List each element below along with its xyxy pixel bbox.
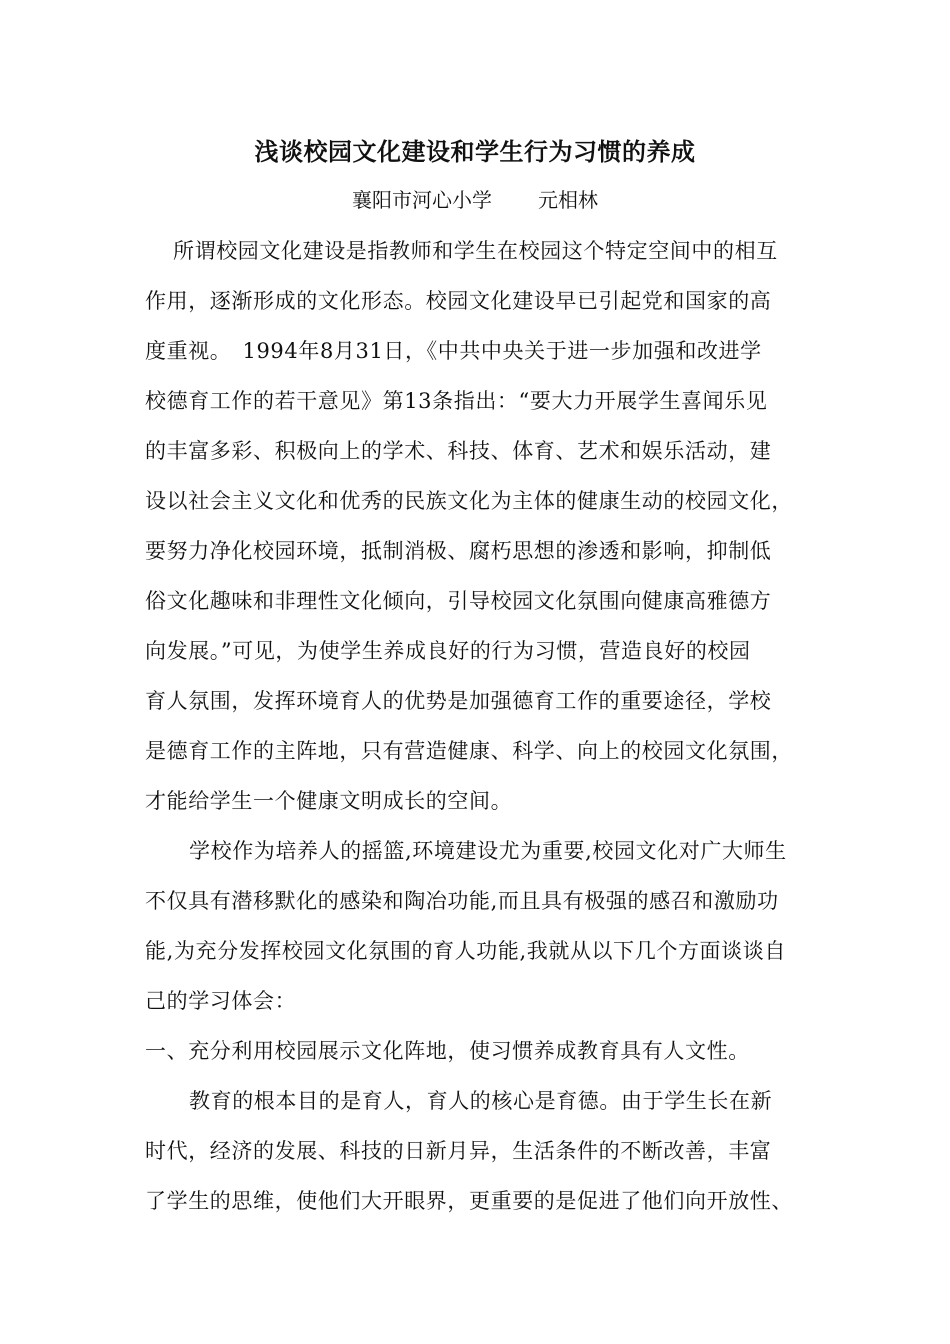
paragraph-line: 度重视。 1994年8月31日，《中共中央关于进一步加强和改进学 <box>145 339 762 363</box>
paragraph-line: 育人氛围，发挥环境育人的优势是加强德育工作的重要途径，学校 <box>145 689 772 713</box>
section-heading: 一、充分利用校园展示文化阵地，使习惯养成教育具有人文性。 <box>145 1039 750 1063</box>
paragraph-line: 己的学习体会： <box>145 989 297 1013</box>
document-title: 浅谈校园文化建设和学生行为习惯的养成 <box>254 137 696 166</box>
author-school: 襄阳市河心小学 <box>352 188 492 212</box>
paragraph-line: 是德育工作的主阵地，只有营造健康、科学、向上的校园文化氛围， <box>145 739 793 763</box>
paragraph-line: 要努力净化校园环境，抵制消极、腐朽思想的渗透和影响，抑制低 <box>145 539 772 563</box>
paragraph-line: 不仅具有潜移默化的感染和陶冶功能,而且具有极强的感召和激励功 <box>145 889 779 913</box>
paragraph-line: 学校作为培养人的摇篮,环境建设尤为重要,校园文化对广大师生 <box>189 839 787 863</box>
byline <box>0 182 950 218</box>
paragraph-line: 作用，逐渐形成的文化形态。校园文化建设早已引起党和国家的高 <box>145 289 772 313</box>
paragraph-line: 时代，经济的发展、科技的日新月异，生活条件的不断改善，丰富 <box>145 1139 772 1163</box>
body-text <box>145 230 825 1230</box>
paragraph-line: 的丰富多彩、积极向上的学术、科技、体育、艺术和娱乐活动，建 <box>145 439 772 463</box>
paragraph-line: 所谓校园文化建设是指教师和学生在校园这个特定空间中的相互 <box>173 239 778 263</box>
paragraph-line: 才能给学生一个健康文明成长的空间。 <box>145 789 513 813</box>
paragraph-line: 俗文化趣味和非理性文化倾向，引导校园文化氛围向健康高雅德方 <box>145 589 772 613</box>
paragraph-line: 向发展。”可见，为使学生养成良好的行为习惯，营造良好的校园 <box>145 639 751 663</box>
paragraph-line: 校德育工作的若干意见》第13条指出：“要大力开展学生喜闻乐见 <box>145 389 768 413</box>
paragraph-line: 设以社会主义文化和优秀的民族文化为主体的健康生动的校园文化， <box>145 489 793 513</box>
paragraph-line: 能,为充分发挥校园文化氛围的育人功能,我就从以下几个方面谈谈自 <box>145 939 786 963</box>
paragraph-line: 了学生的思维，使他们大开眼界，更重要的是促进了他们向开放性、 <box>145 1189 793 1213</box>
author-name: 元相林 <box>538 188 598 212</box>
paragraph-line: 教育的根本目的是育人，育人的核心是育德。由于学生长在新 <box>189 1089 773 1113</box>
